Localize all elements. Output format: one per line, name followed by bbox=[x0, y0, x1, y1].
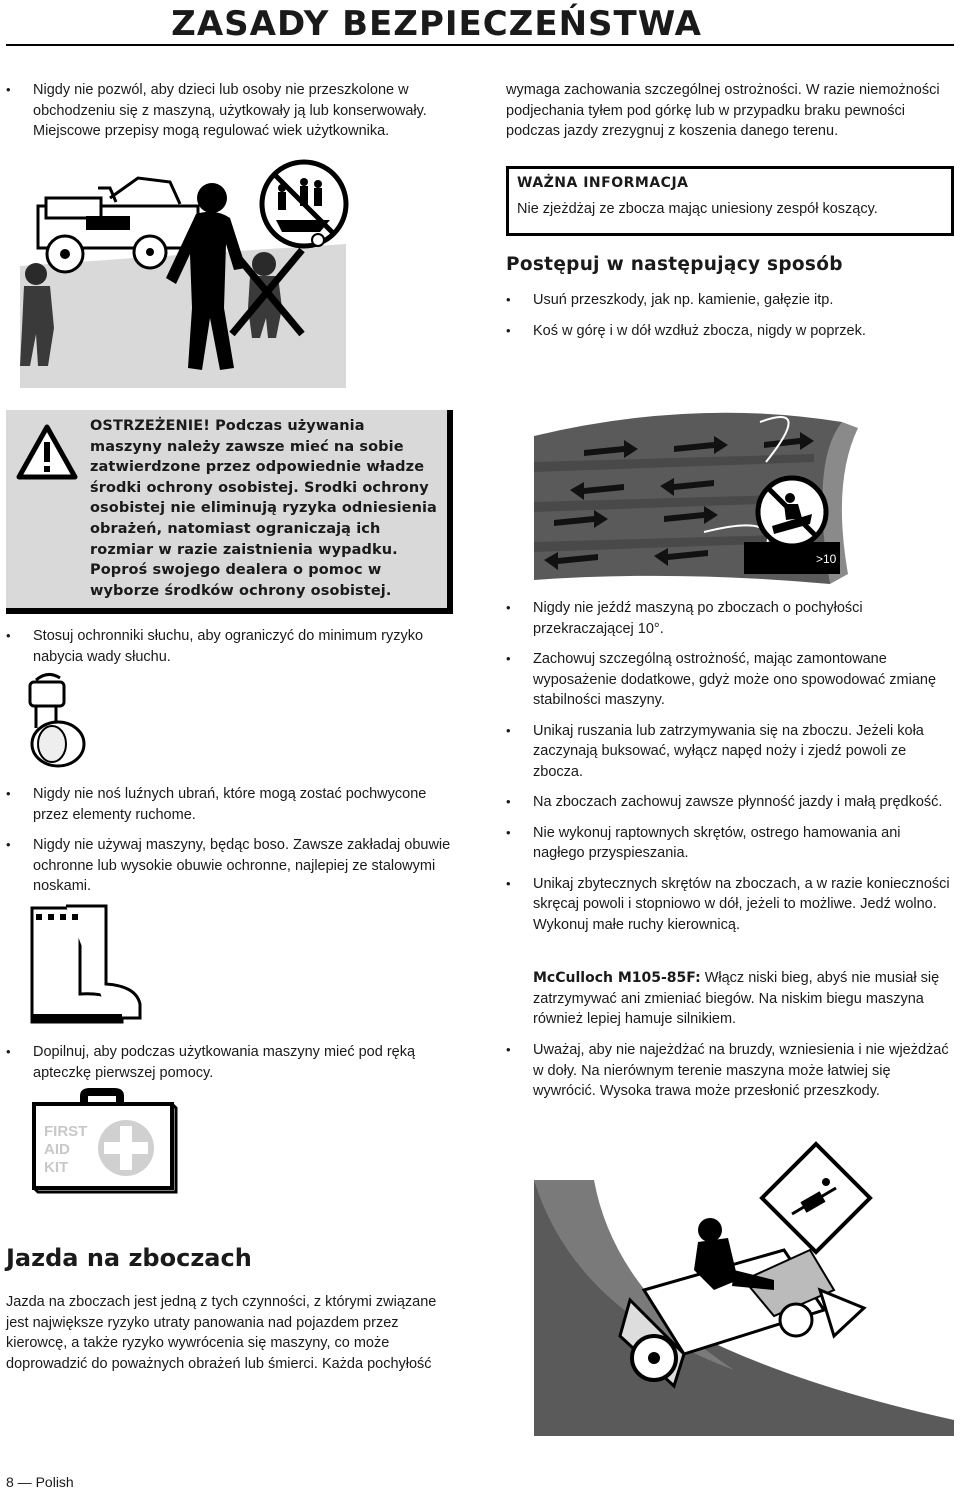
slope-rule: • Zachowuj szczególną ostrożność, mając zamontowane wyposażenie dodatkowe, gdyż może ono spowodować zmianę stabilności maszyny. bbox=[506, 649, 954, 711]
slopes-text: Jazda na zboczach jest jedną z tych czynności, z którymi związane jest największe ryzyko utraty panowania nad pojazdem przez kierowcę, a także ryzyko wywrócenia się maszyny, co może doprowadzić do poważnych obrażeń lub śmierci. Każda pochyłość bbox=[6, 1294, 437, 1372]
bullet-hearing: • Stosuj ochronniki słuchu, aby ograniczyć do minimum ryzyko nabycia wady słuchu. bbox=[6, 626, 452, 667]
firstaid-list bbox=[6, 1042, 452, 1083]
first-aid-kit-illustration bbox=[28, 1088, 178, 1194]
continuation-text: wymaga zachowania szczególnej ostrożności. W razie niemożności podjechania tyłem pod górkę lub w przypadku braku pewności podczas jazdy zrezygnuj z koszenia danego terenu. bbox=[506, 82, 940, 139]
warning-text bbox=[90, 416, 441, 601]
firstaid-label-line-3: KIT bbox=[44, 1159, 69, 1176]
slope-rule: • Nie wykonuj raptownych skrętów, ostrego hamowania ani nagłego przyspieszania. bbox=[506, 823, 954, 864]
bullet-children: • Nigdy nie pozwól, aby dzieci lub osoby nie przeszkolone w obchodzeniu się z maszyną, użytkowały ją lub konserwowały. Miejscowe przepisy mogą regulować wiek użytkownika. bbox=[6, 80, 452, 142]
clothes-shoes-list bbox=[6, 784, 452, 897]
procedure-heading: Postępuj w następujący sposób bbox=[506, 254, 843, 275]
procedure-item: • Koś w górę i w dół wzdłuż zbocza, nigdy w poprzek. bbox=[506, 321, 954, 342]
slope-rule: • Nigdy nie jeźdź maszyną po zboczach o pochyłości przekraczającej 10°. bbox=[506, 598, 954, 639]
warning-box bbox=[6, 410, 453, 614]
page-footer: 8 — Polish bbox=[6, 1474, 74, 1490]
notice-title: WAŻNA INFORMACJA bbox=[517, 175, 689, 191]
bullet-firstaid: • Dopilnuj, aby podczas użytkowania maszyny mieć pod ręką apteczkę pierwszej pomocy. bbox=[6, 1042, 452, 1083]
notice-text: Nie zjeżdżaj ze zbocza mając uniesiony zespół koszący. bbox=[517, 201, 878, 217]
footer-language: Polish bbox=[35, 1474, 74, 1490]
bullet-clothes: • Nigdy nie noś luźnych ubrań, które mogą zostać pochwycone przez elementy ruchome. bbox=[6, 784, 452, 825]
bullet-bumps: • Uważaj, aby nie najeżdżać na bruzdy, wzniesienia i nie wjeżdżać w doły. Na nierównym terenie maszyna może łatwiej się wywrócić. Wysoka trawa może przesłonić przeszkody. bbox=[506, 1040, 954, 1102]
bumps-list bbox=[506, 1040, 954, 1102]
hearing-list bbox=[6, 626, 452, 667]
model-note-text: Włącz niski bieg, abyś nie musiał się zatrzymywać ani zmieniać biegów. Na niskim biegu maszyna również lepiej hamuje silnikiem. bbox=[533, 970, 940, 1027]
rollover-warning-sign bbox=[762, 1144, 870, 1252]
firstaid-label-line-2: AID bbox=[44, 1141, 70, 1158]
safety-boots-illustration bbox=[26, 904, 146, 1028]
ear-protectors-illustration bbox=[26, 672, 88, 772]
title-rule bbox=[6, 44, 954, 46]
children-mower-illustration bbox=[20, 158, 350, 388]
firstaid-label-line-1: FIRST bbox=[44, 1123, 88, 1140]
warning-body: Podczas używania maszyny należy zawsze mieć na sobie zatwierdzone przez odpowiednie władze środki ochrony osobistej. Srodki ochrony osobistej nie eliminują ryzyka odniesienia obrażeń, natomiast ograniczają ich rozmiar w razie zaistnienia wypadku. Poproś swojego dealera o pomoc w wyborze środków ochrony osobistej. bbox=[90, 418, 437, 599]
model-note bbox=[533, 968, 954, 1030]
slope-limit-label: >10 bbox=[816, 552, 837, 566]
page-title: ZASADY BEZPIECZEŃSTWA bbox=[171, 4, 702, 44]
slope-rule: • Na zboczach zachowuj zawsze płynność jazdy i małą prędkość. bbox=[506, 792, 954, 813]
important-notice-box bbox=[506, 166, 954, 236]
slopes-heading: Jazda na zboczach bbox=[6, 1244, 252, 1272]
slope-rules-list bbox=[506, 598, 954, 935]
procedure-item: • Usuń przeszkody, jak np. kamienie, gałęzie itp. bbox=[506, 290, 954, 311]
slope-mowing-illustration bbox=[514, 402, 954, 592]
children-warning-list bbox=[6, 80, 452, 142]
bullet-shoes: • Nigdy nie używaj maszyny, będąc boso. Zawsze zakładaj obuwie ochronne lub wysokie obuwie ochronne, najlepiej ze stalowymi noskami. bbox=[6, 835, 452, 897]
model-note-label: McCulloch M105-85F: bbox=[533, 970, 701, 986]
warning-triangle-icon bbox=[16, 424, 78, 480]
mower-tipping-illustration bbox=[534, 1140, 954, 1436]
driver-silhouette bbox=[694, 1218, 774, 1290]
slope-rule: • Unikaj ruszania lub zatrzymywania się na zboczu. Jeżeli koła zaczynają buksować, wyłącz napęd noży i zjedź powoli ze zbocza. bbox=[506, 721, 954, 783]
procedure-list bbox=[506, 290, 954, 341]
slope-rule: • Unikaj zbytecznych skrętów na zboczach, a w razie konieczności skręcaj powoli i stopniowo w dół, jeżeli to możliwe. Jedź wolno. Wykonuj małe ruchy kierownicą. bbox=[506, 874, 954, 936]
page-number: 8 bbox=[6, 1474, 14, 1490]
warning-label: OSTRZEŻENIE! bbox=[90, 418, 210, 434]
no-children-sign bbox=[262, 162, 346, 246]
